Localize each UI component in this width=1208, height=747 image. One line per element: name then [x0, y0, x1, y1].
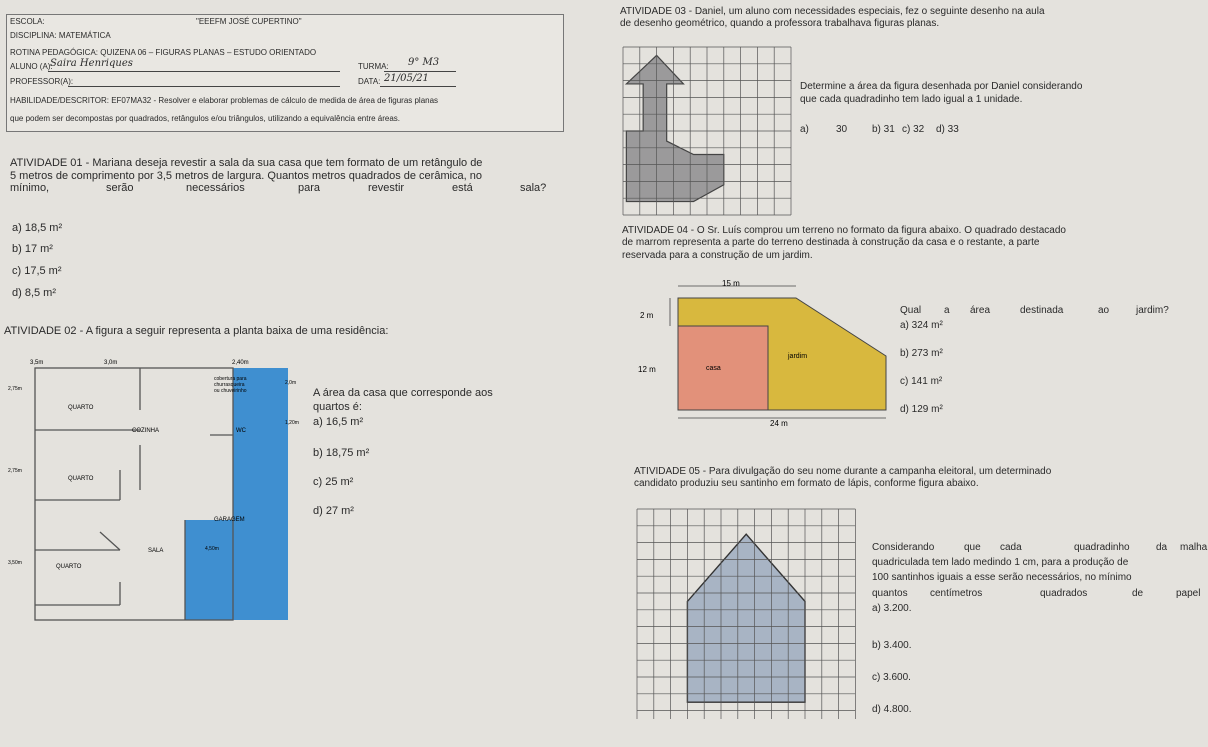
atividade01-word: mínimo,: [10, 182, 50, 194]
plan-dim-right-3: 4,50m: [205, 546, 219, 552]
atividade01-option-d[interactable]: d) 8,5 m²: [12, 287, 57, 299]
atividade02-option-d[interactable]: d) 27 m²: [313, 505, 354, 517]
atividade04-option-d[interactable]: d) 129 m²: [900, 404, 943, 415]
atividade01-line1: ATIVIDADE 01 - Mariana deseja revestir a sala da sua casa que tem formato de um retângulo de: [10, 157, 483, 169]
aluno-value: Saira Henriques: [50, 58, 133, 69]
atividade05-line1: ATIVIDADE 05 - Para divulgação do seu nome durante a campanha eleitoral, um determinado: [634, 466, 1052, 477]
plan-dim-left-2: 2,75m: [8, 468, 22, 474]
atividade04-line1: ATIVIDADE 04 - O Sr. Luís comprou um terreno no formato da figura abaixo. O quadrado destacado: [622, 225, 1066, 236]
habilidade-line-1: HABILIDADE/DESCRITOR: EF07MA32 - Resolver e elaborar problemas de cálculo de medida de área de figuras planas: [10, 96, 439, 105]
plan-quarto-1: QUARTO: [68, 405, 94, 411]
atividade05-option-a[interactable]: a) 3.200.: [872, 603, 912, 614]
plan-cozinha: COZINHA: [132, 428, 159, 434]
atividade05-word: centímetros: [930, 588, 983, 599]
plan-sala: SALA: [148, 548, 164, 554]
atividade01-word: necessários: [186, 182, 245, 194]
atividade01-word: sala?: [520, 182, 547, 194]
atividade04-option-a[interactable]: a) 324 m²: [900, 320, 943, 331]
plan-dim-top-1: 3,5m: [30, 360, 44, 366]
atividade05-word: papel: [1176, 588, 1201, 599]
atividade05-word: que: [964, 542, 981, 553]
atividade02-question-1: A área da casa que corresponde aos: [313, 387, 493, 399]
terreno-bottom-dim: 24 m: [770, 419, 788, 428]
atividade01-option-a[interactable]: a) 18,5 m²: [12, 222, 63, 234]
atividade04-option-b[interactable]: b) 273 m²: [900, 348, 943, 359]
atividade05-word: quadradinho: [1074, 542, 1130, 553]
atividade03-option-a-label[interactable]: a): [800, 124, 809, 135]
atividade01-word: revestir: [368, 182, 405, 194]
atividade05-word: quantos: [872, 588, 908, 599]
atividade03-line1: ATIVIDADE 03 - Daniel, um aluno com necessidades especiais, fez o seguinte desenho na aula: [620, 6, 1045, 17]
rotina-label: ROTINA PEDAGÓGICA: QUIZENA 06 – FIGURAS PLANAS – ESTUDO ORIENTADO: [10, 48, 317, 57]
atividade01-option-c[interactable]: c) 17,5 m²: [12, 265, 62, 277]
atividade03-option-b[interactable]: b) 31: [872, 124, 895, 135]
escola-label: ESCOLA:: [10, 17, 45, 26]
escola-value: "EEEFM JOSÉ CUPERTINO": [196, 17, 302, 26]
turma-line: [384, 71, 456, 72]
atividade05-word: Considerando: [872, 542, 935, 553]
data-line: [380, 86, 456, 87]
atividade01-word: está: [452, 182, 473, 194]
atividade04-word: jardim?: [1136, 305, 1169, 316]
plan-quarto-3: QUARTO: [56, 564, 82, 570]
terreno-left-top-dim: 2 m: [640, 311, 654, 320]
atividade03-question-2: que cada quadradinho tem lado igual a 1 unidade.: [800, 94, 1023, 105]
aluno-label: ALUNO (A):: [10, 62, 53, 71]
atividade02-option-c[interactable]: c) 25 m²: [313, 476, 354, 488]
professor-label: PROFESSOR(A):: [10, 77, 74, 86]
plan-quarto-2: QUARTO: [68, 476, 94, 482]
atividade05-line2: candidato produziu seu santinho em formato de lápis, conforme figura abaixo.: [634, 478, 979, 489]
plan-garagem: GARAGEM: [214, 517, 245, 523]
plan-dim-right-2: 1,20m: [285, 420, 299, 426]
terreno-left-dim: 12 m: [638, 365, 656, 374]
atividade05-word: cada: [1000, 542, 1022, 553]
casa-area: [678, 326, 768, 410]
atividade01-word: para: [298, 182, 321, 194]
atividade03-line2: de desenho geométrico, quando a professora trabalhava figuras planas.: [620, 18, 940, 29]
plan-dim-top-2: 3,0m: [104, 360, 118, 366]
atividade04-word: área: [970, 305, 991, 316]
terreno-top-dim: 15 m: [722, 279, 740, 288]
plan-dim-left-3: 3,50m: [8, 560, 22, 566]
atividade04-word: destinada: [1020, 305, 1064, 316]
atividade01-word: serão: [106, 182, 134, 194]
atividade04-option-c[interactable]: c) 141 m²: [900, 376, 943, 387]
atividade02-question-2: quartos é:: [313, 401, 362, 413]
atividade05-option-d[interactable]: d) 4.800.: [872, 704, 912, 715]
plan-dim-top-3: 2,40m: [232, 360, 249, 366]
atividade04-line2: de marrom representa a parte do terreno destinada à construção da casa e o restante, a parte: [622, 237, 1040, 248]
atividade05-q3: 100 santinhos iguais a esse serão necessários, no mínimo: [872, 572, 1132, 583]
atividade04-word: ao: [1098, 305, 1110, 316]
atividade05-word: de: [1132, 588, 1144, 599]
plan-wc: WC: [236, 428, 246, 434]
data-label: DATA:: [358, 77, 381, 86]
plan-churrasqueira: cobertura para churrasqueira ou chuveirinho: [214, 376, 247, 394]
atividade05-option-b[interactable]: b) 3.400.: [872, 640, 912, 651]
atividade02-option-a[interactable]: a) 16,5 m²: [313, 416, 364, 428]
atividade03-grid-figure: [622, 46, 794, 224]
atividade02-title: ATIVIDADE 02 - A figura a seguir representa a planta baixa de uma residência:: [4, 325, 389, 337]
atividade03-question-1: Determine a área da figura desenhada por Daniel considerando: [800, 81, 1083, 92]
turma-label: TURMA:: [358, 62, 389, 71]
atividade01-option-b[interactable]: b) 17 m²: [12, 243, 53, 255]
disciplina-label: DISCIPLINA: MATEMÁTICA: [10, 31, 111, 40]
atividade05-q2: quadriculada tem lado medindo 1 cm, para a produção de: [872, 557, 1129, 568]
atividade05-word: malha: [1180, 542, 1208, 553]
turma-value: 9° M3: [408, 57, 440, 68]
floor-plan: [0, 350, 300, 630]
atividade01-line2: 5 metros de comprimento por 3,5 metros de largura. Quantos metros quadrados de cerâmica, no: [10, 170, 483, 182]
aluno-line: [48, 71, 340, 72]
daniel-figure-shape: [626, 55, 723, 201]
atividade02-option-b[interactable]: b) 18,75 m²: [313, 447, 370, 459]
atividade03-option-c[interactable]: c) 32: [902, 124, 925, 135]
plan-dim-left-1: 2,75m: [8, 386, 22, 392]
lapis-grid-figure: [636, 508, 868, 728]
atividade03-option-a-value[interactable]: 30: [836, 124, 848, 135]
atividade03-option-d[interactable]: d) 33: [936, 124, 959, 135]
atividade05-word: quadrados: [1040, 588, 1088, 599]
plan-dim-right-1: 2,0m: [285, 380, 297, 386]
atividade04-line3: reservada para a construção de um jardim.: [622, 250, 813, 261]
habilidade-line-2: que podem ser decompostas por quadrados, retângulos e/ou triângulos, utilizando a equivalência entre áreas.: [10, 114, 401, 123]
terreno-figure: [636, 278, 898, 430]
atividade04-word: Qual: [900, 305, 922, 316]
casa-label: casa: [706, 365, 721, 372]
atividade05-word: da: [1156, 542, 1168, 553]
atividade05-option-c[interactable]: c) 3.600.: [872, 672, 911, 683]
professor-line: [68, 86, 340, 87]
jardim-label: jardim: [788, 353, 808, 360]
atividade04-word: a: [944, 305, 950, 316]
data-value: 21/05/21: [384, 73, 429, 84]
